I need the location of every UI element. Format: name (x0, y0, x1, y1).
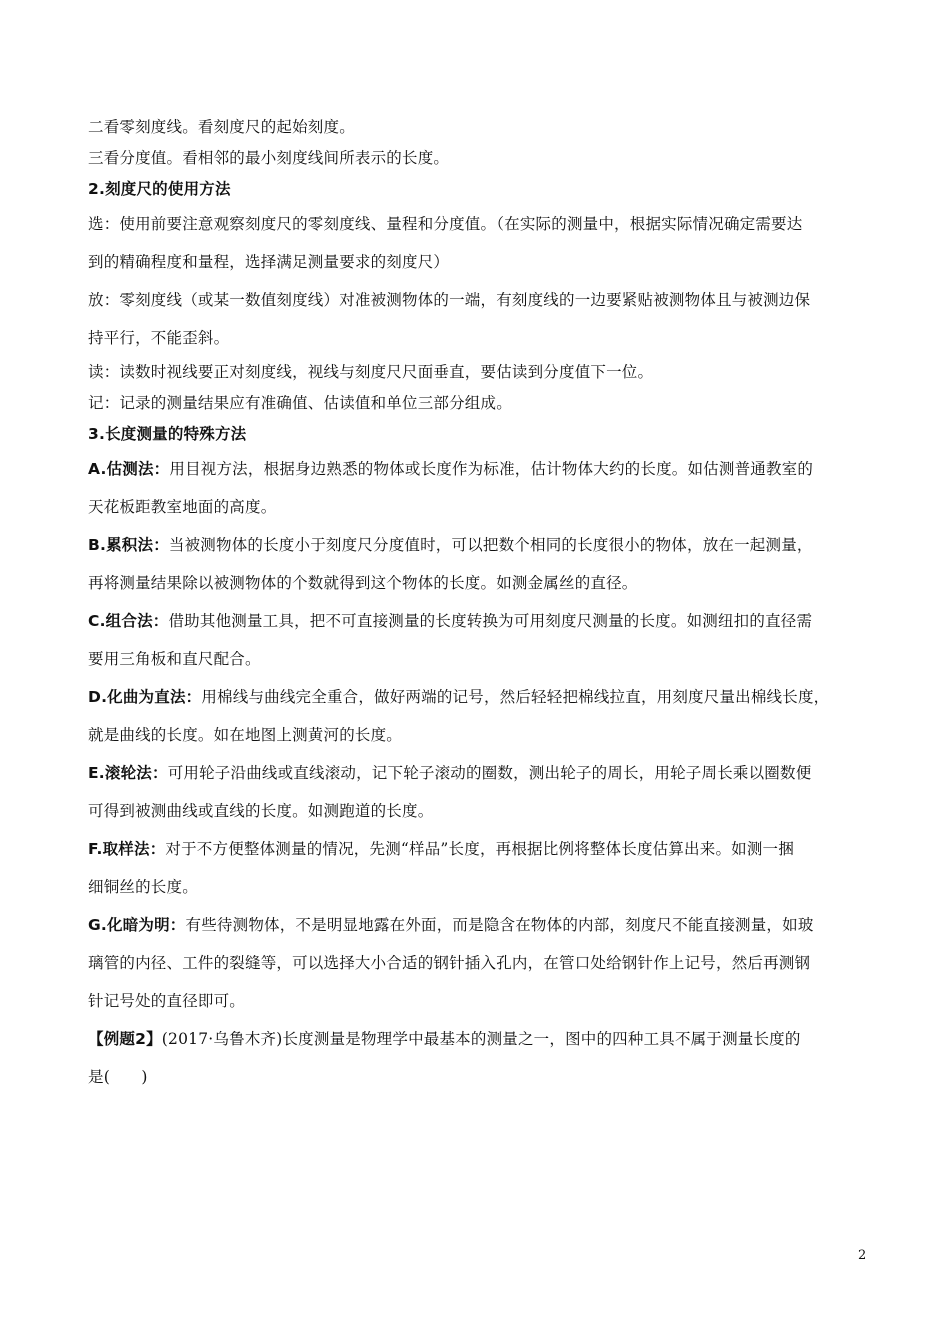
text-line: 三看分度值。看相邻的最小刻度线间所表示的长度。 (88, 149, 450, 167)
text-line: 读：读数时视线要正对刻度线，视线与刻度尺尺面垂直，要估读到分度值下一位。 (88, 363, 654, 381)
example-label: 【例题2】 (88, 1030, 162, 1048)
method-text: 就是曲线的长度。如在地图上测黄河的长度。 (88, 726, 403, 744)
method-text: 用棉线与曲线完全重合，做好两端的记号，然后轻轻把棉线拉直，用刻度尺量出棉线长度， (201, 688, 830, 706)
example-text: 是( ) (88, 1068, 148, 1086)
section-heading: 3.长度测量的特殊方法 (88, 425, 247, 443)
method-text: 对于不方便整体测量的情况，先测“样品”长度，再根据比例将整体长度估算出来。如测一捆 (165, 840, 794, 858)
example-line (88, 1020, 878, 1058)
method-term: C.组合法： (88, 612, 169, 630)
text-line: 记：记录的测量结果应有准确值、估读值和单位三部分组成。 (88, 394, 512, 412)
method-term: F.取样法： (88, 840, 166, 858)
method-term: B.累积法： (88, 536, 169, 554)
method-term: G.化暗为明： (88, 916, 186, 934)
method-term: A.估测法： (88, 460, 170, 478)
method-text: 璃管的内径、工件的裂缝等，可以选择大小合适的钢针插入孔内，在管口处给钢针作上记号，然后再测钢 (88, 954, 811, 972)
method-text: 细铜丝的长度。 (88, 878, 198, 896)
method-text: 要用三角板和直尺配合。 (88, 650, 261, 668)
method-line (88, 602, 878, 640)
method-term: E.滚轮法： (88, 764, 168, 782)
text-line: 放：零刻度线（或某一数值刻度线）对准被测物体的一端，有刻度线的一边要紧贴被测物体且与被测边保 (88, 291, 811, 309)
text-line: 持平行，不能歪斜。 (88, 329, 230, 347)
method-term: D.化曲为直法： (88, 688, 202, 706)
method-text: 可得到被测曲线或直线的长度。如测跑道的长度。 (88, 802, 434, 820)
section-heading: 2.刻度尺的使用方法 (88, 180, 231, 198)
method-line (88, 450, 878, 488)
method-text: 有些待测物体，不是明显地露在外面，而是隐含在物体的内部，刻度尺不能直接测量，如玻 (185, 916, 814, 934)
method-line (88, 526, 878, 564)
example-source: (2017·乌鲁木齐) (161, 1030, 283, 1048)
method-text: 再将测量结果除以被测物体的个数就得到这个物体的长度。如测金属丝的直径。 (88, 574, 638, 592)
text-line: 选：使用前要注意观察刻度尺的零刻度线、量程和分度值。（在实际的测量中，根据实际情况确定需要达 (88, 215, 803, 233)
method-line (88, 830, 878, 868)
example-text: 长度测量是物理学中最基本的测量之一，图中的四种工具不属于测量长度的 (282, 1030, 801, 1048)
text-line: 到的精确程度和量程，选择满足测量要求的刻度尺） (88, 253, 450, 271)
method-text: 天花板距教室地面的高度。 (88, 498, 277, 516)
method-line (88, 678, 878, 716)
method-line (88, 754, 878, 792)
method-text: 针记号处的直径即可。 (88, 992, 246, 1010)
method-text: 借助其他测量工具，把不可直接测量的长度转换为可用刻度尺测量的长度。如测纽扣的直径需 (168, 612, 813, 630)
method-line (88, 906, 878, 944)
page-number: 2 (858, 1248, 867, 1263)
method-text: 可用轮子沿曲线或直线滚动，记下轮子滚动的圈数，测出轮子的周长，用轮子周长乘以圈数便 (167, 764, 812, 782)
method-text: 用目视方法，根据身边熟悉的物体或长度作为标准，估计物体大约的长度。如估测普通教室的 (169, 460, 814, 478)
text-line: 二看零刻度线。看刻度尺的起始刻度。 (88, 118, 355, 136)
page-content (88, 112, 878, 1096)
method-text: 当被测物体的长度小于刻度尺分度值时，可以把数个相同的长度很小的物体，放在一起测量， (168, 536, 813, 554)
